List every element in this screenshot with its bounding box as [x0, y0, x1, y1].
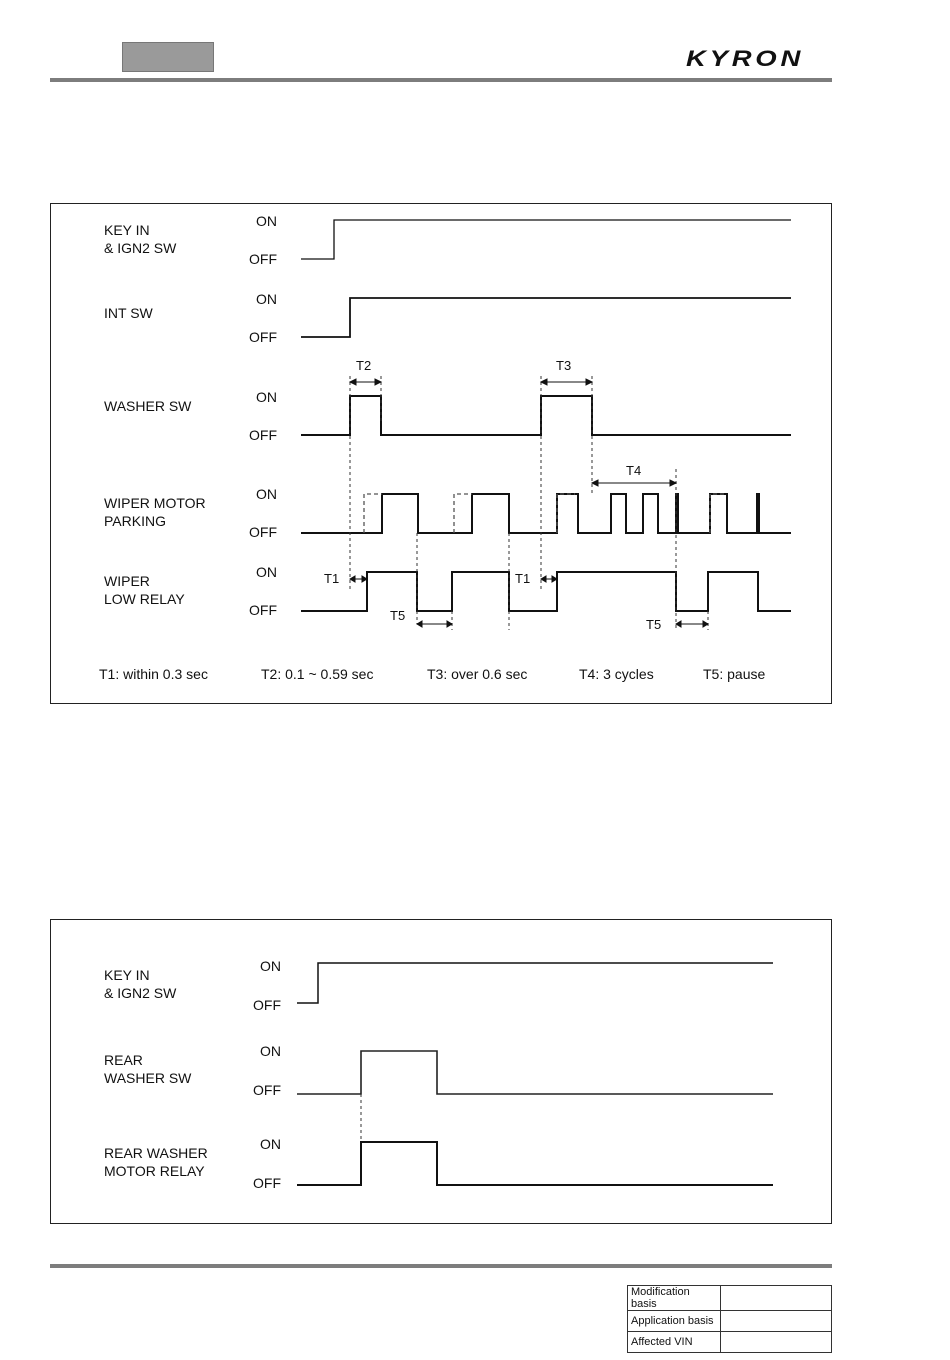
footer-divider — [50, 1264, 832, 1268]
marker-t3: T3 — [556, 358, 572, 373]
waveform-int-sw — [301, 298, 791, 337]
header-divider — [50, 78, 832, 82]
marker-t4: T4 — [626, 463, 642, 478]
off-label: OFF — [253, 997, 281, 1013]
signal-name-wiper-low-line2: LOW RELAY — [104, 591, 185, 607]
signal-name-washer-sw: WASHER SW — [104, 398, 192, 414]
signal-name-key-ign2-line2: & IGN2 SW — [104, 985, 177, 1001]
on-label: ON — [260, 1043, 281, 1059]
waveform-wiper-motor-parking — [301, 494, 791, 533]
legend-t4: T4: 3 cycles — [579, 666, 654, 682]
legend-t2: T2: 0.1 ~ 0.59 sec — [261, 666, 374, 682]
revision-label: Modification basis — [628, 1286, 721, 1311]
table-row — [628, 1332, 832, 1353]
legend-t5: T5: pause — [703, 666, 766, 682]
on-label: ON — [256, 291, 277, 307]
waveform-rear-washer-sw — [297, 1051, 773, 1094]
signal-name-int-sw: INT SW — [104, 305, 153, 321]
waveform-washer-sw — [301, 396, 791, 435]
signal-name-rear-washer-line2: WASHER SW — [104, 1070, 192, 1086]
off-label: OFF — [249, 427, 277, 443]
signal-name-wiper-motor-line1: WIPER MOTOR — [104, 495, 206, 511]
waveform-key-ign2 — [297, 963, 773, 1003]
waveform-key-ign2 — [301, 220, 791, 259]
revision-label: Affected VIN — [628, 1332, 721, 1353]
revision-value — [721, 1286, 832, 1311]
on-label: ON — [256, 486, 277, 502]
marker-t5: T5 — [646, 617, 662, 632]
signal-name-wiper-low-line1: WIPER — [104, 573, 150, 589]
on-label: ON — [256, 213, 277, 229]
marker-t1: T1 — [324, 571, 340, 586]
off-label: OFF — [249, 329, 277, 345]
off-label: OFF — [249, 524, 277, 540]
signal-name-key-ign2-line2: & IGN2 SW — [104, 240, 177, 256]
on-label: ON — [260, 1136, 281, 1152]
marker-t5: T5 — [390, 608, 406, 623]
wiper-timing-diagram — [50, 203, 832, 704]
timing-guide-lines — [350, 376, 708, 630]
signal-name-rear-relay-line2: MOTOR RELAY — [104, 1163, 205, 1179]
off-label: OFF — [253, 1082, 281, 1098]
off-label: OFF — [249, 602, 277, 618]
marker-t1: T1 — [515, 571, 531, 586]
revision-value — [721, 1311, 832, 1332]
off-label: OFF — [249, 251, 277, 267]
revision-info-table — [627, 1285, 832, 1353]
on-label: ON — [260, 958, 281, 974]
marker-t2: T2 — [356, 358, 372, 373]
signal-name-wiper-motor-line2: PARKING — [104, 513, 166, 529]
kyron-logo: KYRON — [686, 46, 805, 71]
rear-washer-timing-diagram — [50, 919, 832, 1224]
revision-label: Application basis — [628, 1311, 721, 1332]
on-label: ON — [256, 389, 277, 405]
legend-t1: T1: within 0.3 sec — [99, 666, 208, 682]
waveform-rear-washer-relay — [297, 1142, 773, 1185]
off-label: OFF — [253, 1175, 281, 1191]
header-tab-block — [122, 42, 214, 72]
legend-t3: T3: over 0.6 sec — [427, 666, 528, 682]
signal-name-rear-relay-line1: REAR WASHER — [104, 1145, 208, 1161]
signal-name-rear-washer-line1: REAR — [104, 1052, 143, 1068]
revision-value — [721, 1332, 832, 1353]
table-row — [628, 1311, 832, 1332]
on-label: ON — [256, 564, 277, 580]
table-row — [628, 1286, 832, 1311]
signal-name-key-ign2-line1: KEY IN — [104, 222, 150, 238]
signal-name-key-ign2-line1: KEY IN — [104, 967, 150, 983]
dimension-arrows — [350, 379, 708, 627]
